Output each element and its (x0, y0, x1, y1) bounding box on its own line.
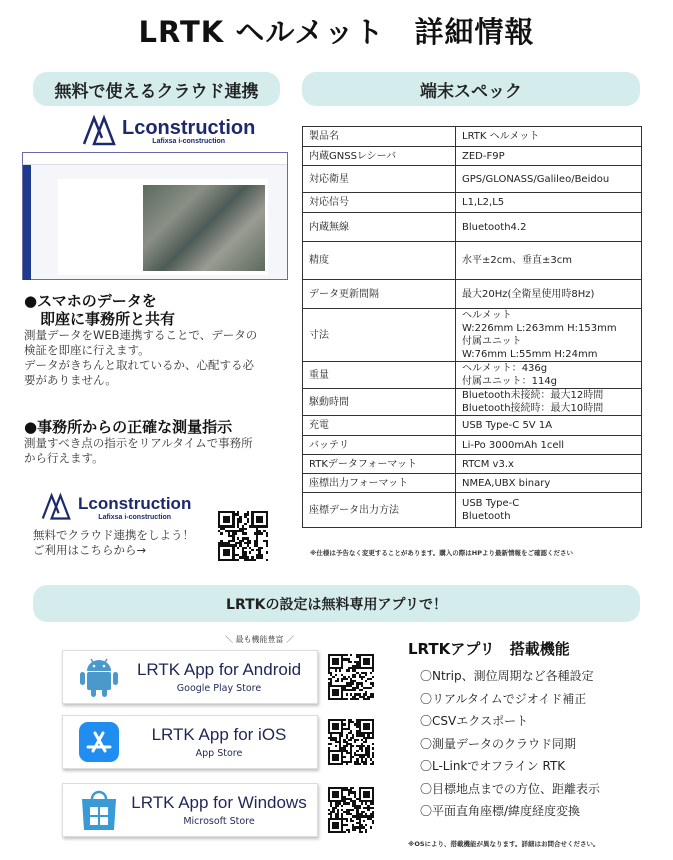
spec-key: データ更新間隔 (303, 280, 456, 309)
spec-row (303, 309, 642, 362)
spec-note: ※仕様は予告なく変更することがあります。購入の際はHPより最新情報をご確認ください (310, 549, 574, 557)
feature-item: 〇平面直角座標/緯度経度変換 (420, 804, 581, 818)
spec-value: 最大20Hz(全衛星使用時8Hz) (456, 280, 642, 309)
app-qr-code[interactable] (328, 654, 374, 700)
spec-value: ヘルメット：436g 付属ユニット：114g (456, 362, 642, 389)
logo-mark-icon (40, 492, 72, 522)
spec-value: ZED-F9P (456, 147, 642, 166)
spec-value: USB Type-C 5V 1A (456, 416, 642, 436)
cloud-cta-text: 無料でクラウド連携をしよう！ ご利用はこちらから→ (33, 528, 194, 557)
spec-key: RTKデータフォーマット (303, 455, 456, 474)
feature-title-share: ●スマホのデータを (24, 292, 157, 310)
feature-item: 〇リアルタイムでジオイド補正 (420, 691, 587, 706)
spec-row (303, 455, 642, 474)
spec-row (303, 213, 642, 242)
spec-key: 座標出力フォーマット (303, 474, 456, 493)
feature-desc-instruction: 測量すべき点の指示をリアルタイムで事務所 から行えます。 (24, 436, 253, 465)
spec-value: Bluetooth未接続：最大12時間 Bluetooth接続時：最大10時間 (456, 389, 642, 416)
spec-value: GPS/GLONASS/Galileo/Beidou (456, 166, 642, 193)
spec-value: LRTK ヘルメット (456, 127, 642, 147)
feature-title-instruction: ●事務所からの正確な測量指示 (24, 418, 233, 436)
spec-key: 寸法 (303, 309, 456, 362)
spec-key: 内蔵無線 (303, 213, 456, 242)
app-banner: LRTKの設定は無料専用アプリで！ (33, 585, 640, 622)
spec-key: 座標データ出力方法 (303, 493, 456, 528)
spec-key: 内蔵GNSSレシーバ (303, 147, 456, 166)
spec-row (303, 127, 642, 147)
spec-section-header: 端末スペック (302, 72, 640, 106)
badge-most-features: ＼ 最も機能豊富 ／ (225, 635, 295, 644)
spec-key: 重量 (303, 362, 456, 389)
features-note: ※OSにより、搭載機能が異なります。詳細はお問合せください。 (408, 840, 600, 848)
spec-row (303, 389, 642, 416)
spec-value: ヘルメット W:226mm L:263mm H:153mm 付属ユニット W:76mm L:55mm H:24mm (456, 309, 642, 362)
spec-value: Li-Po 3000mAh 1cell (456, 436, 642, 455)
app-download-button[interactable] (62, 650, 318, 704)
spec-row (303, 362, 642, 389)
spec-key: 対応衛星 (303, 166, 456, 193)
spec-row (303, 166, 642, 193)
lconstruction-logo (82, 114, 255, 148)
features-list (420, 665, 600, 823)
android-icon (77, 656, 121, 698)
app-store-name: App Store (195, 748, 243, 759)
feature-item: 〇L-Linkでオフライン RTK (420, 759, 566, 773)
lconstruction-logo-small: Lconstruction Lafixsa i-construction (40, 492, 191, 522)
spec-row (303, 147, 642, 166)
app-store-name: Microsoft Store (183, 816, 255, 827)
logo-name: Lconstruction (122, 116, 256, 139)
microsoft-store-icon (77, 789, 121, 831)
app-download-button[interactable] (62, 715, 318, 769)
spec-table (302, 126, 642, 528)
feature-title-share-2: 即座に事務所と共有 (40, 310, 176, 328)
spec-row (303, 242, 642, 280)
spec-value: USB Type-C Bluetooth (456, 493, 642, 528)
spec-row (303, 193, 642, 213)
spec-key: 製品名 (303, 127, 456, 147)
map-image (143, 185, 265, 271)
feature-item: 〇測量データのクラウド同期 (420, 736, 577, 751)
spec-row (303, 280, 642, 309)
logo-subtitle: Lafixsa i-construction (152, 137, 226, 145)
app-title: LRTK App for Android (136, 660, 302, 679)
feature-item: 〇CSVエクスポート (420, 714, 529, 728)
cloud-app-screenshot (22, 152, 288, 280)
spec-row (303, 416, 642, 436)
app-qr-code[interactable] (328, 787, 374, 833)
spec-row (303, 493, 642, 528)
spec-value: Bluetooth4.2 (456, 213, 642, 242)
spec-value: RTCM v3.x (456, 455, 642, 474)
app-title: LRTK App for Windows (131, 793, 307, 812)
spec-row (303, 436, 642, 455)
spec-key: 対応信号 (303, 193, 456, 213)
spec-key: バッテリ (303, 436, 456, 455)
app-title: LRTK App for iOS (151, 725, 287, 744)
spec-value: L1,L2,L5 (456, 193, 642, 213)
feature-item: 〇目標地点までの方位、距離表示 (420, 781, 601, 796)
app-store-name: Google Play Store (176, 683, 262, 694)
cloud-section-header: 無料で使えるクラウド連携 (33, 72, 280, 106)
spec-row (303, 474, 642, 493)
logo-mark-icon (82, 114, 116, 148)
app-store-icon (77, 721, 121, 763)
spec-key: 充電 (303, 416, 456, 436)
features-title: LRTKアプリ 搭載機能 (408, 640, 570, 658)
cloud-qr-code[interactable] (218, 511, 268, 561)
feature-item: 〇Ntrip、測位周期など各種設定 (420, 669, 594, 683)
app-download-button[interactable] (62, 783, 318, 837)
spec-key: 精度 (303, 242, 456, 280)
spec-key: 駆動時間 (303, 389, 456, 416)
page-title: LRTK ヘルメット 詳細情報 (138, 15, 535, 49)
spec-value: NMEA,UBX binary (456, 474, 642, 493)
feature-desc-share: 測量データをWEB連携することで、データの 検証を即座に行えます。 データがきちんと取れているか、心配する必 要がありません。 (24, 328, 258, 387)
spec-value: 水平±2cm、垂直±3cm (456, 242, 642, 280)
app-qr-code[interactable] (328, 719, 374, 765)
